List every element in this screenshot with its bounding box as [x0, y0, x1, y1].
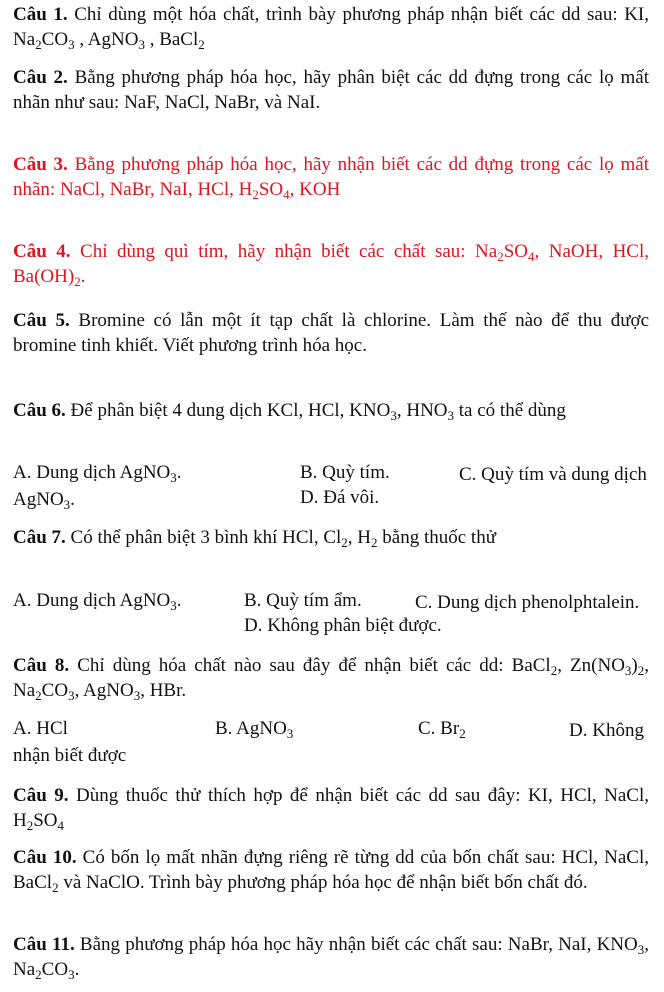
question-2-label: Câu 2. — [13, 67, 68, 88]
question-1-text: Chỉ dùng một hóa chất, trình bày phương pháp nhận biết các dd sau: KI, $Na_2CO_3$ , AgNO$_3$ , BaCl$_2$ — [13, 4, 649, 52]
question-1-label: Câu 1. — [13, 4, 68, 25]
question-7-option-a: A. Dung dịch AgNO$_3$. — [13, 590, 182, 613]
question-8-label: Câu 8. — [13, 655, 70, 676]
question-7-option-b: B. Quỳ tím ẩm. — [244, 590, 362, 611]
question-4-text: Chỉ dùng quì tím, hãy nhận biết các chất sau: $Na_2SO_4$, NaOH, HCl, $Ba(OH)_2$. — [13, 241, 649, 289]
question-4-label: Câu 4. — [13, 241, 71, 262]
question-10 — [13, 845, 649, 895]
question-10-label: Câu 10. — [13, 847, 77, 868]
question-7-option-c: C. Dung dịch phenolphtalein. — [415, 592, 640, 613]
question-6-option-b: B. Quỳ tím. — [300, 462, 390, 483]
question-6-option-a: A. Dung dịch AgNO$_3$. — [13, 462, 182, 485]
question-11-text: Bằng phương pháp hóa học hãy nhận biết các chất sau: NaBr, NaI, $KNO_3$, $Na_2CO_3$. — [13, 934, 649, 982]
question-8-option-c: C. $Br_2$ — [418, 718, 466, 741]
question-3-text: Bằng phương pháp hóa học, hãy nhận biết các dd đựng trong các lọ mất nhãn: NaCl, NaBr, NaI, HCl, $H_2SO_4$, KOH — [13, 154, 649, 202]
question-7-option-d: D. Không phân biệt được. — [244, 615, 442, 636]
question-9-text: Dùng thuốc thử thích hợp để nhận biết các dd sau đây: KI, HCl, NaCl, $H_2SO_4$ — [13, 785, 649, 833]
question-2 — [13, 65, 649, 115]
question-7-label: Câu 7. — [13, 527, 66, 548]
question-7 — [13, 525, 649, 550]
question-11-label: Câu 11. — [13, 934, 75, 955]
question-6 — [13, 398, 649, 423]
question-9 — [13, 783, 649, 833]
question-6-option-c: C. Quỳ tím và dung dịch AgNO$_3$. — [13, 464, 647, 512]
question-8-text: Chỉ dùng hóa chất nào sau đây để nhận biết các dd: BaCl$_2$, $Zn(NO_3)_2$, $Na_2CO_3$, AgNO$_3$, HBr. — [13, 655, 649, 703]
question-3-label: Câu 3. — [13, 154, 68, 175]
question-5-label: Câu 5. — [13, 310, 70, 331]
question-5 — [13, 308, 649, 358]
question-6-label: Câu 6. — [13, 400, 66, 421]
question-10-text: Có bốn lọ mất nhãn đựng riêng rẽ từng dd của bốn chất sau: HCl, NaCl, BaCl$_2$ và NaClO. Trình bày phương pháp hóa học để nhận biết bốn chất đó. — [13, 847, 649, 895]
question-5-text: Bromine có lẫn một ít tạp chất là chlorine. Làm thế nào để thu được bromine tinh khiết. Viết phương trình hóa học. — [13, 310, 650, 356]
question-8-option-a: A. HCl — [13, 718, 68, 739]
question-6-text: Để phân biệt 4 dung dịch KCl, HCl, $KNO_3$, $HNO_3$ ta có thể dùng — [70, 400, 566, 423]
question-9-label: Câu 9. — [13, 785, 69, 806]
question-2-text: Bằng phương pháp hóa học, hãy phân biệt các dd đựng trong các lọ mất nhãn như sau: NaF, NaCl, NaBr, và NaI. — [13, 67, 649, 113]
question-1 — [13, 2, 649, 52]
question-4 — [13, 239, 649, 289]
question-8-option-d: D. Không nhận biết được — [13, 720, 644, 766]
question-8-option-b: B. AgNO$_3$ — [215, 718, 294, 741]
question-3 — [13, 152, 649, 202]
question-8 — [13, 653, 649, 703]
question-11 — [13, 932, 649, 982]
question-7-text: Có thể phân biệt 3 bình khí HCl, $Cl_2$, $H_2$ bằng thuốc thử — [70, 527, 497, 550]
question-6-option-d: D. Đá vôi. — [300, 487, 380, 508]
